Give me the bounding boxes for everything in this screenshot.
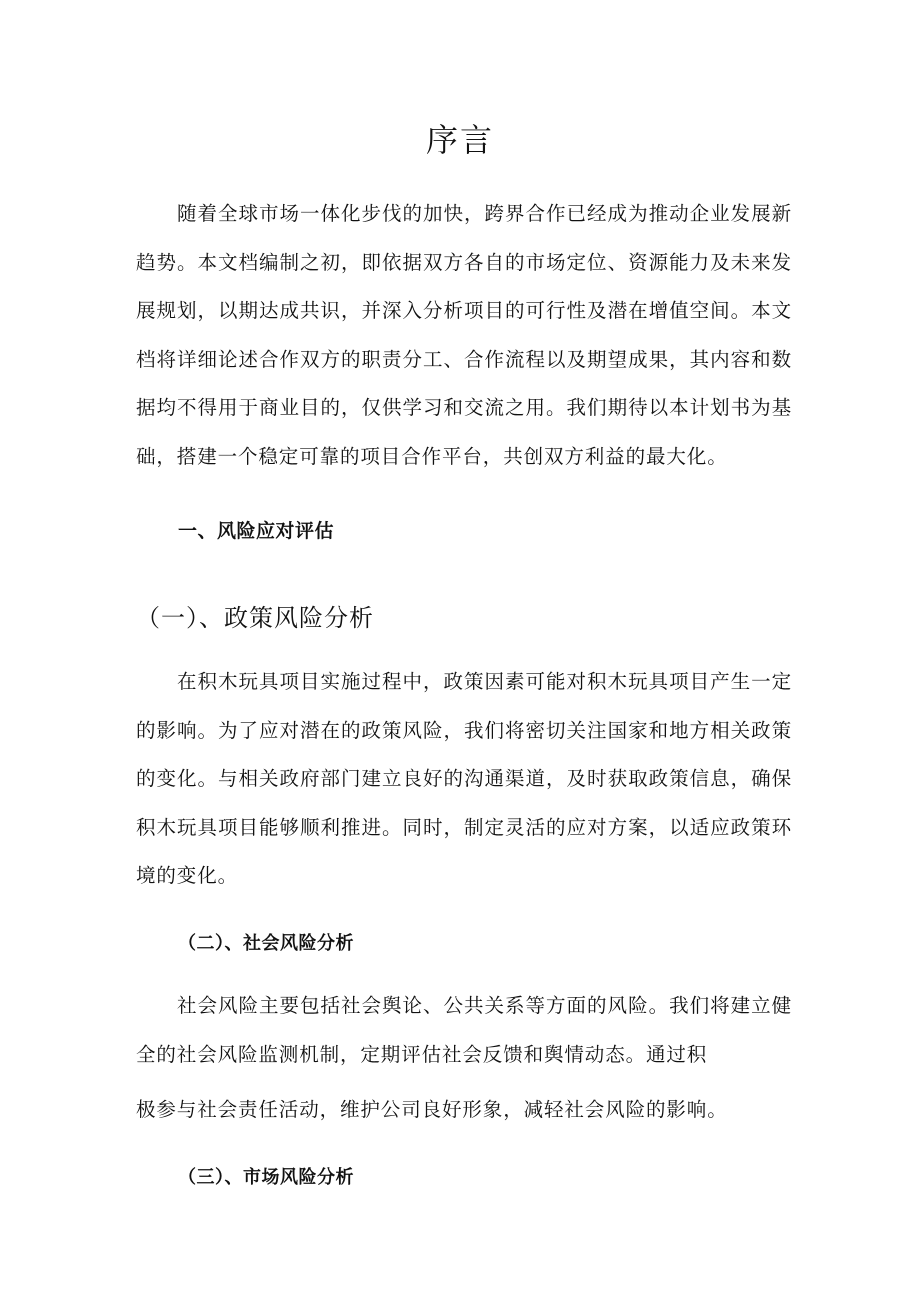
subsection-heading-policy-risk: （一）、政策风险分析 bbox=[136, 604, 374, 632]
subsection-heading-social-risk: （二）、社会风险分析 bbox=[178, 933, 354, 954]
social-risk-paragraph: 社会风险主要包括社会舆论、公共关系等方面的风险。我们将建立健全的社会风险监测机制，定期评估社会反馈和舆情动态。通过积 bbox=[136, 994, 792, 1066]
section-heading-risk-assessment: 一、风险应对评估 bbox=[178, 520, 335, 542]
intro-paragraph: 随着全球市场一体化步伐的加快，跨界合作已经成为推动企业发展新趋势。本文档编制之初，即依据双方各自的市场定位、资源能力及未来发展规划，以期达成共识，并深入分析项目的可行性及潜在增值空间。本文档将详细论述合作双方的职责分工、合作流程以及期望成果，其内容和数据均不得用于商业目的，仅供学习和交流之用。我们期待以本计划书为基础，搭建一个稳定可靠的项目合作平台，共创双方利益的最大化。 bbox=[136, 202, 792, 468]
social-risk-paragraph-continued: 极参与社会责任活动，维护公司良好形象，减轻社会风险的影响。 bbox=[136, 1098, 728, 1121]
document-title: 序言 bbox=[425, 121, 494, 159]
policy-risk-paragraph: 在积木玩具项目实施过程中，政策因素可能对积木玩具项目产生一定的影响。为了应对潜在的政策风险，我们将密切关注国家和地方相关政策的变化。与相关政府部门建立良好的沟通渠道，及时获取政策信息，确保积木玩具项目能够顺利推进。同时，制定灵活的应对方案，以适应政策环境的变化。 bbox=[136, 670, 792, 887]
subsection-heading-market-risk: （三）、市场风险分析 bbox=[178, 1167, 354, 1188]
